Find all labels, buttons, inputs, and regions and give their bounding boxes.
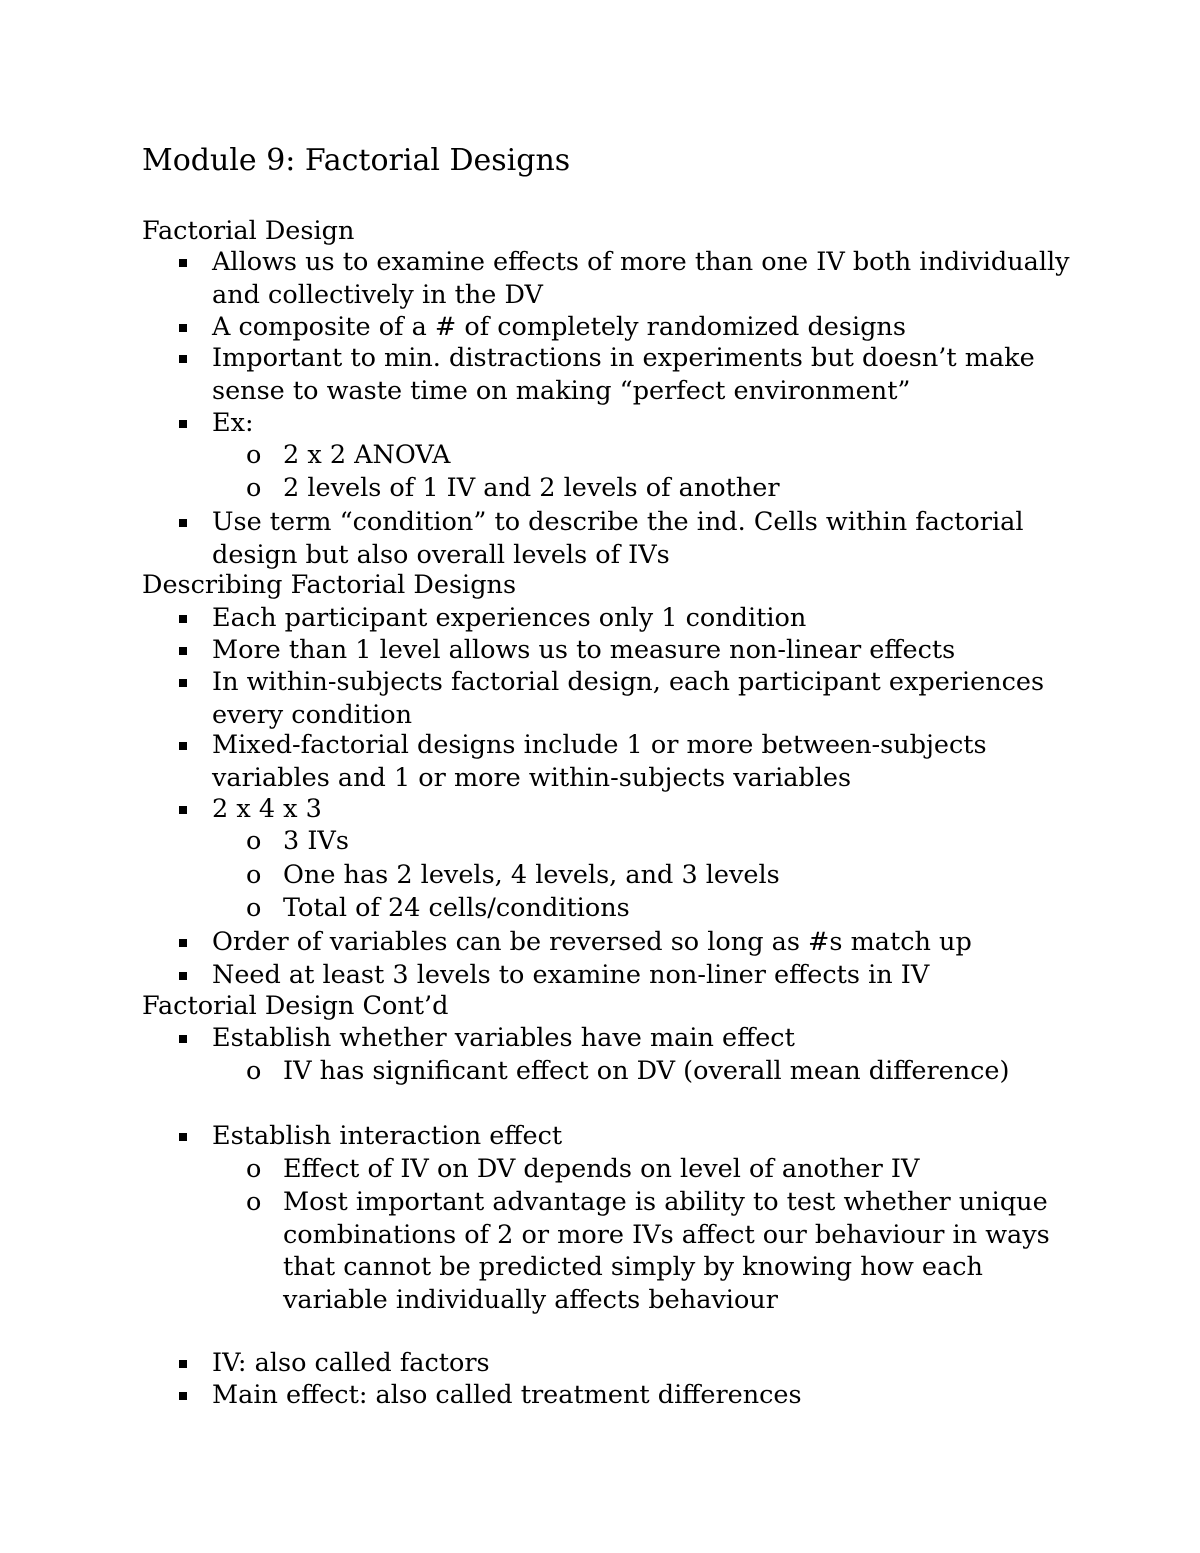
circle-bullet-icon: o <box>246 473 262 503</box>
section-heading: Factorial Design <box>142 216 355 246</box>
bullet-item <box>212 246 1072 311</box>
square-bullet-icon <box>179 355 187 363</box>
square-bullet-icon <box>179 806 187 814</box>
bullet-text: Use term “condition” to describe the ind. Cells within factorial design but also overall levels of IVs <box>212 507 1024 570</box>
sub-bullet-text: IV has significant effect on DV (overall mean difference) <box>283 1056 1010 1086</box>
bullet-text: Order of variables can be reversed so long as #s match up <box>212 927 972 957</box>
bullet-item <box>212 506 1072 571</box>
circle-bullet-icon: o <box>246 860 262 890</box>
sub-bullet-text: 3 IVs <box>283 826 349 856</box>
section-heading: Factorial Design Cont’d <box>142 991 449 1021</box>
sub-bullet-text: Most important advantage is ability to test whether unique combinations of 2 or more IVs affect our behaviour in ways that cannot be predicted simply by knowing how each variable individually affects behaviour <box>283 1187 1050 1315</box>
sub-bullet-item <box>246 1055 1053 1088</box>
circle-bullet-icon: o <box>246 826 262 856</box>
bullet-text: Need at least 3 levels to examine non-liner effects in IV <box>212 960 930 990</box>
bullet-text: A composite of a # of completely randomized designs <box>212 312 906 342</box>
bullet-item <box>212 602 1072 635</box>
section-heading: Describing Factorial Designs <box>142 570 517 600</box>
sub-bullet-item <box>246 472 1053 505</box>
sub-bullet-item <box>246 825 1053 858</box>
sub-bullet-text: 2 levels of 1 IV and 2 levels of another <box>283 473 780 503</box>
bullet-text: IV: also called factors <box>212 1348 490 1378</box>
bullet-item <box>212 1347 1072 1380</box>
square-bullet-icon <box>179 1392 187 1400</box>
bullet-item <box>212 666 1072 731</box>
square-bullet-icon <box>179 679 187 687</box>
square-bullet-icon <box>179 972 187 980</box>
bullet-text: In within-subjects factorial design, each participant experiences every condition <box>212 667 1045 730</box>
circle-bullet-icon: o <box>246 1154 262 1184</box>
sub-bullet-item <box>246 1186 1053 1316</box>
circle-bullet-icon: o <box>246 893 262 923</box>
sub-bullet-item <box>246 1153 1053 1186</box>
square-bullet-icon <box>179 324 187 332</box>
bullet-item <box>212 926 1072 959</box>
circle-bullet-icon: o <box>246 1056 262 1086</box>
bullet-item <box>212 342 1072 407</box>
page-title: Module 9: Factorial Designs <box>142 143 571 178</box>
bullet-text: 2 x 4 x 3 <box>212 794 322 824</box>
bullet-text: Important to min. distractions in experiments but doesn’t make sense to waste time on making “perfect environment” <box>212 343 1035 406</box>
sub-bullet-text: Total of 24 cells/conditions <box>283 893 630 923</box>
sub-bullet-item <box>246 892 1053 925</box>
square-bullet-icon <box>179 742 187 750</box>
bullet-text: Each participant experiences only 1 condition <box>212 603 807 633</box>
sub-bullet-item <box>246 859 1053 892</box>
square-bullet-icon <box>179 1035 187 1043</box>
circle-bullet-icon: o <box>246 1187 262 1217</box>
bullet-item <box>212 1022 1072 1055</box>
bullet-text: Ex: <box>212 408 254 438</box>
bullet-text: More than 1 level allows us to measure non-linear effects <box>212 635 956 665</box>
sub-bullet-item <box>246 439 1053 472</box>
bullet-item <box>212 311 1072 344</box>
sub-bullet-text: One has 2 levels, 4 levels, and 3 levels <box>283 860 780 890</box>
bullet-text: Establish interaction effect <box>212 1121 563 1151</box>
bullet-item <box>212 634 1072 667</box>
square-bullet-icon <box>179 1133 187 1141</box>
sub-bullet-text: 2 x 2 ANOVA <box>283 440 451 470</box>
bullet-text: Allows us to examine effects of more than one IV both individually and collectively in the DV <box>212 247 1070 310</box>
square-bullet-icon <box>179 259 187 267</box>
circle-bullet-icon: o <box>246 440 262 470</box>
square-bullet-icon <box>179 939 187 947</box>
bullet-item <box>212 1120 1072 1153</box>
bullet-item <box>212 793 1072 826</box>
square-bullet-icon <box>179 1360 187 1368</box>
bullet-item <box>212 1379 1072 1412</box>
square-bullet-icon <box>179 519 187 527</box>
bullet-item <box>212 729 1072 794</box>
bullet-item <box>212 407 1072 440</box>
square-bullet-icon <box>179 420 187 428</box>
square-bullet-icon <box>179 615 187 623</box>
bullet-text: Establish whether variables have main effect <box>212 1023 795 1053</box>
square-bullet-icon <box>179 647 187 655</box>
bullet-text: Main effect: also called treatment differences <box>212 1380 802 1410</box>
sub-bullet-text: Effect of IV on DV depends on level of another IV <box>283 1154 920 1184</box>
bullet-item <box>212 959 1072 992</box>
bullet-text: Mixed-factorial designs include 1 or more between-subjects variables and 1 or more within-subjects variables <box>212 730 987 793</box>
